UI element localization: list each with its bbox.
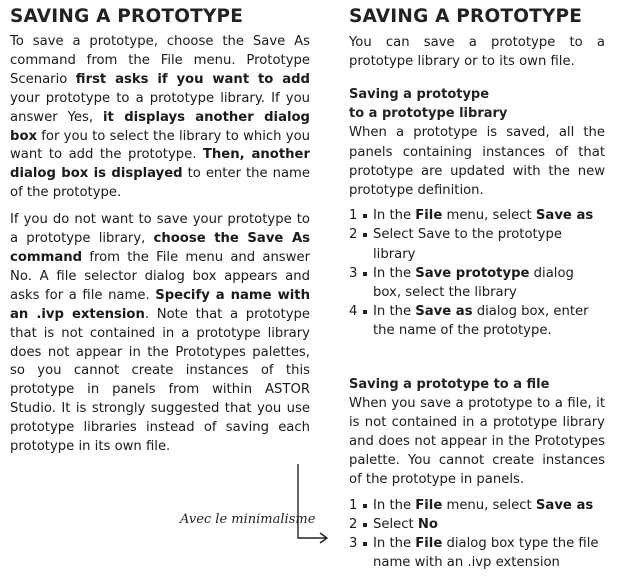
text-run: To save a prototype, choose the Save As command from the File menu. Prototype Scenario [10, 34, 310, 87]
step-text [373, 534, 605, 572]
bullet-square-icon [361, 225, 373, 263]
text-run: dialog box, select the library [373, 265, 574, 301]
bold-text: Save as [535, 208, 594, 224]
step-item [349, 515, 605, 534]
bold-text: Save prototype [415, 265, 530, 281]
step-number: 1 [349, 208, 358, 224]
step-text [373, 264, 605, 302]
bullet-square-icon [361, 515, 373, 534]
section-1-body: When a prototype is saved, all the panels containing instances of that prototype are updated with the new prototype definition. [349, 125, 605, 199]
bold-text: Save as [535, 497, 594, 513]
text-run: In the [373, 304, 416, 320]
text-run: to enter the name of the prototype. [10, 166, 310, 201]
step-text [373, 496, 605, 515]
text-run: from the File menu and answer No. A file selector dialog box appears and asks for a file name. [10, 249, 310, 303]
bullet-square-icon [361, 496, 373, 515]
text-run: In the [373, 265, 416, 281]
bold-text: choose the Save As command [10, 231, 310, 265]
left-title: SAVING A PROTOTYPE [10, 6, 244, 27]
bullet-square-icon [361, 206, 373, 225]
text-run: Select [373, 516, 418, 532]
text-run: menu, select [442, 497, 536, 513]
arrow-icon [290, 462, 336, 546]
step-number: 2 [349, 516, 358, 532]
bold-text: File [415, 497, 443, 513]
step-number: 3 [349, 536, 358, 552]
step-number: 2 [349, 227, 358, 243]
bold-text: Save as [415, 304, 473, 320]
text-run: menu, select [442, 208, 536, 224]
bullet-square-icon [361, 302, 373, 340]
bullet-square-icon [361, 264, 373, 302]
step-item [349, 206, 605, 225]
step-text [373, 302, 605, 340]
section-1-heading-line-1: Saving a prototype [349, 87, 490, 103]
bold-text: File [415, 208, 443, 224]
text-run: In the [373, 208, 416, 224]
handwritten-signature: Avec le minimalisme [180, 512, 316, 527]
step-item [349, 496, 605, 515]
step-item [349, 302, 605, 340]
bold-text: Then, another dialog box is displayed [10, 147, 310, 182]
text-run: Select Save to the prototype library [373, 227, 562, 262]
step-item [349, 225, 605, 263]
text-run: dialog box, enter the name of the prototype. [373, 304, 589, 339]
section-1-heading [349, 85, 605, 123]
text-run: In the [373, 536, 416, 552]
right-title: SAVING A PROTOTYPE [349, 6, 583, 27]
section-1-steps [349, 206, 605, 340]
text-run: If you do not want to save your prototype to a prototype library, [10, 212, 310, 247]
bullet-square-icon [361, 534, 373, 572]
left-paragraph-2 [10, 211, 310, 457]
text-run: dialog box type the file name with an .ivp extension [373, 536, 599, 571]
step-number: 1 [349, 497, 358, 513]
bold-text: Specify a name with an .ivp extension [10, 287, 310, 322]
text-run: your prototype to a prototype library. If you answer Yes, [10, 90, 310, 125]
bold-text: No [417, 516, 438, 532]
section-1-heading-line-2: to a prototype library [349, 106, 508, 122]
section-2-steps [349, 496, 605, 573]
step-item [349, 534, 605, 572]
step-text [373, 515, 605, 534]
text-run: . Note that a prototype that is not contained in a prototype library does not appear in the Prototypes palettes, so you cannot create instances of this prototype in panels from within ASTOR Studio. It is strongly suggested that you use prototype libraries instead of saving each prototype in its own file. [10, 306, 310, 455]
step-number: 4 [349, 304, 358, 320]
text-run: In the [373, 497, 416, 513]
step-number: 3 [349, 265, 358, 281]
section-2-heading: Saving a prototype to a file [349, 376, 550, 392]
step-text [373, 206, 605, 225]
section-2-body: When you save a prototype to a file, it is not contained in a prototype library and does not appear in the Prototypes palette. You cannot create instances of the prototype in panels. [349, 395, 605, 488]
right-column [349, 6, 605, 580]
bold-text: it displays another dialog box [10, 109, 310, 144]
left-paragraph-1 [10, 33, 310, 203]
bold-text: File [415, 536, 443, 552]
bold-text: first asks if you want to add [75, 71, 310, 87]
right-intro: You can save a prototype to a prototype library or to its own file. [349, 35, 605, 70]
step-item [349, 264, 605, 302]
left-column [10, 6, 310, 465]
step-text [373, 225, 605, 263]
text-run: for you to select the library to which you want to add the prototype. [10, 128, 310, 163]
